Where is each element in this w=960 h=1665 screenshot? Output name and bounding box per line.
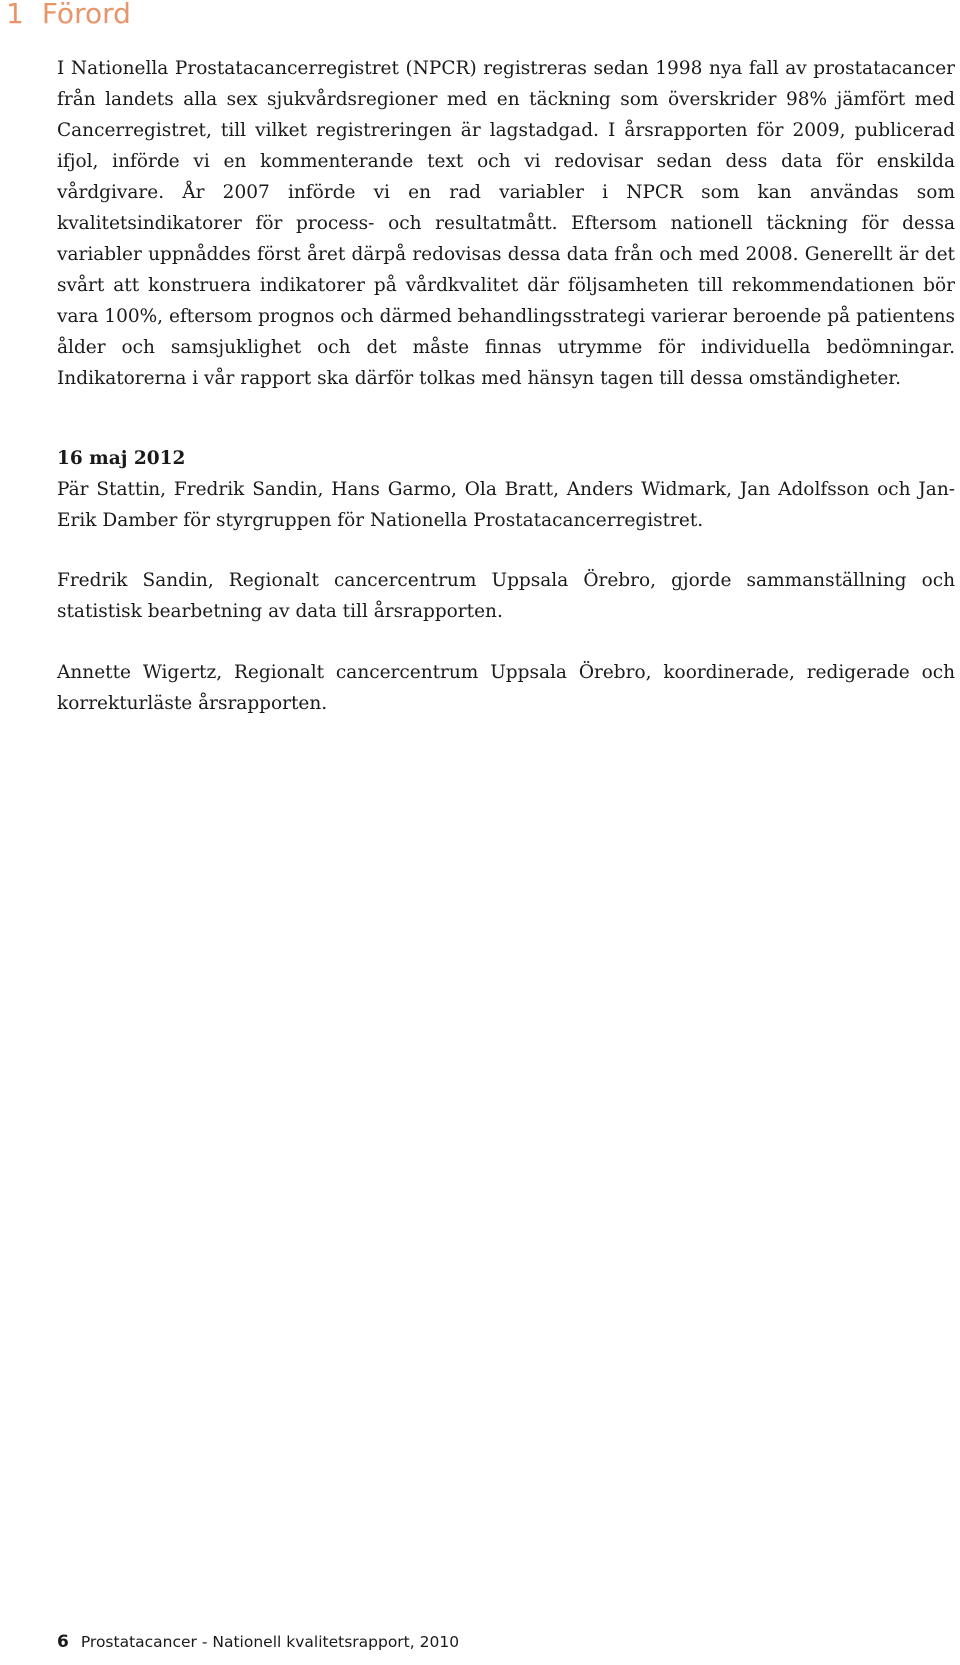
section-title: Förord: [41, 0, 131, 30]
statistics-credit-paragraph: Fredrik Sandin, Regionalt cancercentrum Uppsala Örebro, gjorde sammanställning och statistisk bearbetning av data till årsrapporten.: [57, 570, 955, 622]
intro-paragraph: I Nationella Prostatacancerregistret (NPCR) registreras sedan 1998 nya fall av prostatacancer från landets alla sex sjukvårdsregioner med en täckning som överskrider 98% jämfört med Cancerregistret, till vilket registreringen är lagstadgad. I årsrapporten för 2009, publicerad ifjol, införde vi en kommenterande text och vi redovisar sedan dess data för enskilda vårdgivare. År 2007 införde vi en rad variabler i NPCR som kan användas som kvalitetsindikatorer för process- och resultatmått. Eftersom nationell täckning för dessa variabler uppnåddes först året därpå redovisas dessa data från och med 2008. Generellt är det svårt att konstruera indikatorer på vårdkvalitet där följsamheten till rekommendationen bör vara 100%, eftersom prognos och därmed behandlingsstrategi varierar beroende på patientens ålder och samsjuklighet och det måste finnas utrymme för individuella bedömningar. Indikatorerna i vår rapport ska därför tolkas med hänsyn tagen till dessa omständigheter.: [57, 58, 955, 389]
authors-paragraph: Pär Stattin, Fredrik Sandin, Hans Garmo, Ola Bratt, Anders Widmark, Jan Adolfsson och Jan-Erik Damber för styrgruppen för Nationella Prostatacancerregistret.: [57, 479, 955, 531]
date-line: 16 maj 2012: [57, 448, 186, 469]
section-number: 1: [6, 0, 24, 30]
footer-title: Prostatacancer - Nationell kvalitetsrapport, 2010: [80, 1633, 460, 1651]
page-footer: [57, 1631, 459, 1653]
coordination-credit-paragraph: Annette Wigertz, Regionalt cancercentrum Uppsala Örebro, koordinerade, redigerade och korrekturläste årsrapporten.: [57, 662, 955, 714]
page-number: 6: [57, 1632, 69, 1652]
section-heading: [6, 0, 131, 32]
